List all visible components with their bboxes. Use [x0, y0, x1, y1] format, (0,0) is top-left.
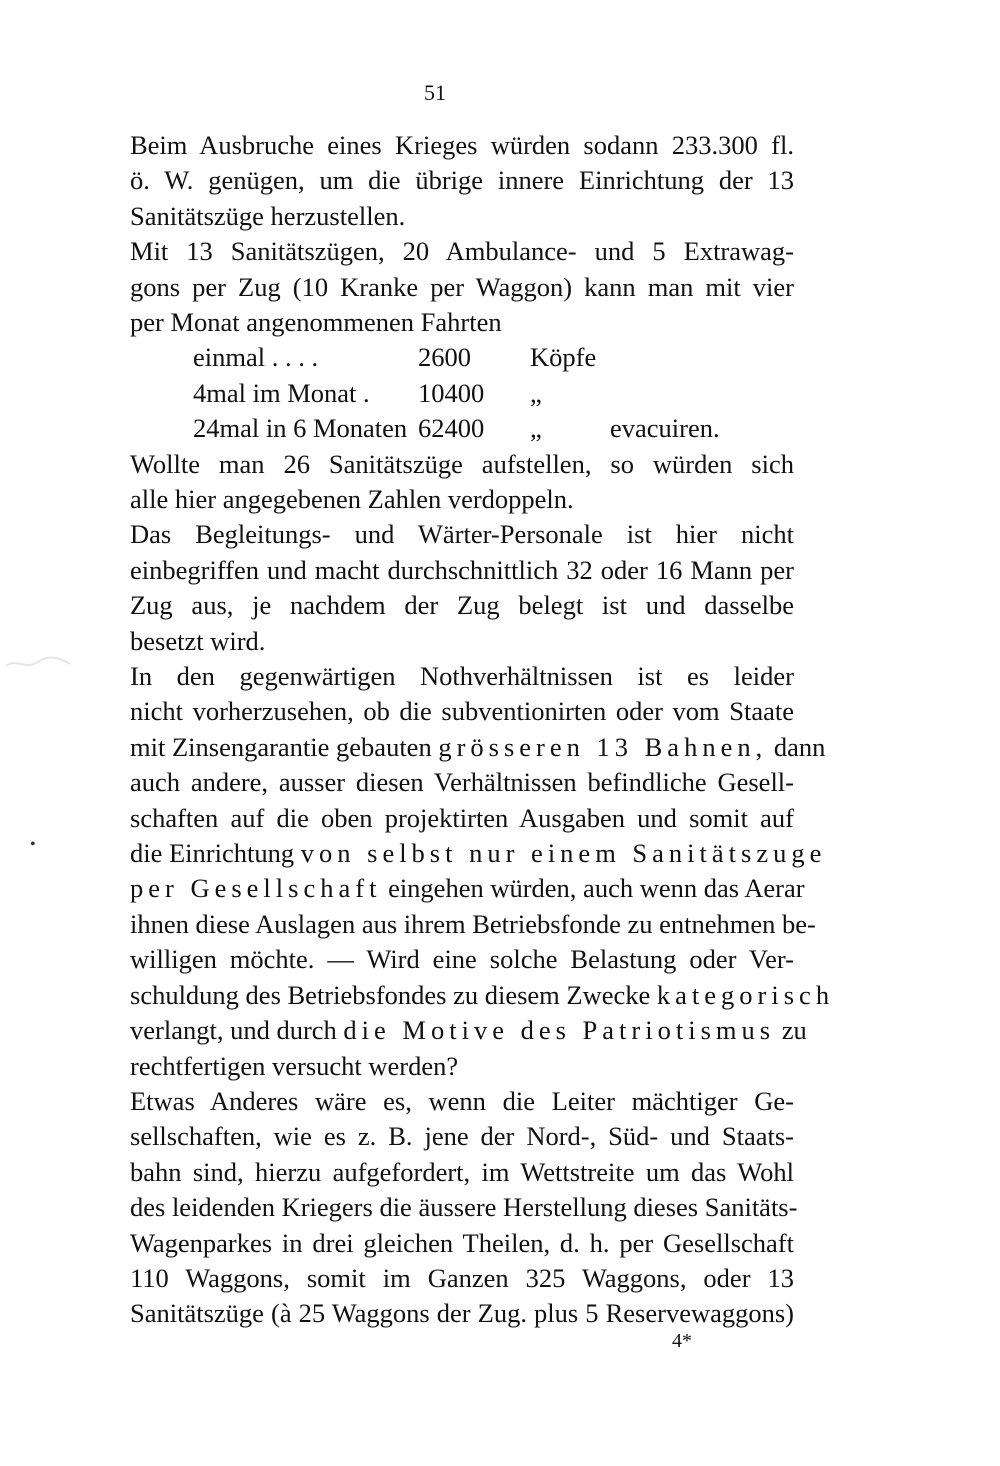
text-line: Sanitätszüge (à 25 Waggons der Zug. plus 5 Reservewaggons) — [130, 1298, 794, 1329]
body-text — [68, 128, 835, 1332]
table-row-value: 2600 — [418, 342, 471, 373]
table-row-unit: „ — [530, 377, 542, 408]
text-line: Sanitätszüge herzustellen. — [130, 200, 406, 231]
table-row-unit: „ — [530, 413, 542, 444]
text-line: einbegriffen und macht durchschnittlich 32 oder 16 Mann per — [130, 554, 794, 585]
margin-dot: • — [30, 836, 36, 853]
evacuation-table — [68, 340, 794, 446]
text-line: Wagenparkes in drei gleichen Theilen, d. h. per Gesellschaft — [130, 1227, 794, 1258]
paragraph-6 — [68, 1084, 798, 1332]
text-line: Mit 13 Sanitätszügen, 20 Ambulance- und 5 Extrawag- — [130, 236, 794, 267]
page-number: 51 — [424, 80, 446, 105]
paragraph-5 — [68, 659, 835, 1084]
text-line — [68, 836, 827, 871]
paragraph-3 — [68, 447, 794, 518]
spaced-emphasis: kategorisch — [656, 979, 835, 1010]
text-line: bahn sind, hierzu aufgefordert, im Wettstreite um das Wohl — [130, 1156, 794, 1187]
text-segment: zu — [781, 1015, 807, 1046]
table-row-label: 4mal im Monat . — [193, 377, 370, 408]
text-line: des leidenden Kriegers die äussere Herstellung dieses Sanitäts- — [130, 1192, 798, 1223]
paragraph-4 — [68, 517, 794, 659]
text-line: Das Begleitungs- und Wärter-Personale ist hier nicht — [130, 519, 794, 550]
text-line: Etwas Anderes wäre es, wenn die Leiter mächtiger Ge- — [130, 1085, 794, 1116]
table-row-value: 62400 — [418, 413, 485, 444]
text-line: gons per Zug (10 Kranke per Waggon) kann man mit vier — [130, 271, 794, 302]
spaced-emphasis: grösseren 13 Bahnen, — [438, 731, 768, 762]
text-line: nicht vorherzusehen, ob die subventionirten oder vom Staate — [130, 696, 794, 727]
text-line: auch andere, ausser diesen Verhältnissen befindliche Gesell- — [130, 767, 794, 798]
text-segment: verlangt, und durch — [130, 1015, 337, 1046]
text-line: Zug aus, je nachdem der Zug belegt ist und dasselbe — [130, 590, 794, 621]
text-line: Wollte man 26 Sanitätszüge aufstellen, so würden sich — [130, 448, 794, 479]
table-row — [193, 340, 794, 375]
text-segment: dann — [773, 731, 826, 762]
table-row-note: evacuiren. — [610, 413, 720, 444]
text-line: sellschaften, wie es z. B. jene der Nord-, Süd- und Staats- — [130, 1121, 794, 1152]
table-row-value: 10400 — [418, 377, 485, 408]
text-line: rechtfertigen versucht werden? — [130, 1050, 459, 1081]
text-segment: die Einrichtung — [130, 838, 295, 869]
text-line: besetzt wird. — [130, 625, 266, 656]
signature-mark: 4* — [672, 1330, 692, 1352]
table-row — [193, 376, 794, 411]
text-line: per Monat angenommenen Fahrten — [130, 307, 502, 338]
text-line — [68, 1013, 807, 1048]
text-line: ihnen diese Auslagen aus ihrem Betriebsfonde zu entnehmen be- — [130, 908, 816, 939]
table-row-note — [580, 376, 610, 411]
spaced-emphasis: die Motive des Patriotismus — [343, 1015, 776, 1046]
text-line — [68, 871, 805, 906]
faint-stamp-mark — [4, 652, 72, 672]
table-row-label: einmal . . . . — [193, 342, 319, 373]
text-line: 110 Waggons, somit im Ganzen 325 Waggons, oder 13 — [130, 1262, 794, 1293]
text-line: schaften auf die oben projektirten Ausgaben und somit auf — [130, 802, 794, 833]
text-line: willigen möchte. — Wird eine solche Belastung oder Ver- — [130, 944, 794, 975]
text-line — [68, 978, 835, 1013]
table-row-note — [580, 340, 610, 375]
text-segment: schuldung des Betriebsfondes zu diesem Zwecke — [130, 979, 651, 1010]
table-row-label: 24mal in 6 Monaten — [193, 413, 408, 444]
text-line — [68, 730, 826, 765]
paragraph-2 — [68, 234, 794, 340]
spaced-emphasis: per Gesellschaft — [130, 873, 382, 904]
spaced-emphasis: von selbst nur einem Sanitätszuge — [300, 838, 827, 869]
table-row-unit: Köpfe — [530, 342, 597, 373]
text-line: ö. W. genügen, um die übrige innere Einrichtung der 13 — [130, 165, 794, 196]
text-line: alle hier angegebenen Zahlen verdoppeln. — [130, 484, 574, 515]
table-row — [193, 411, 794, 446]
paragraph-1 — [68, 128, 794, 234]
text-segment: eingehen würden, auch wenn das Aerar — [388, 873, 805, 904]
text-line: In den gegenwärtigen Nothverhältnissen ist es leider — [130, 661, 794, 692]
text-segment: mit Zinsengarantie gebauten — [130, 731, 432, 762]
text-line: Beim Ausbruche eines Krieges würden sodann 233.300 fl. — [130, 130, 794, 160]
